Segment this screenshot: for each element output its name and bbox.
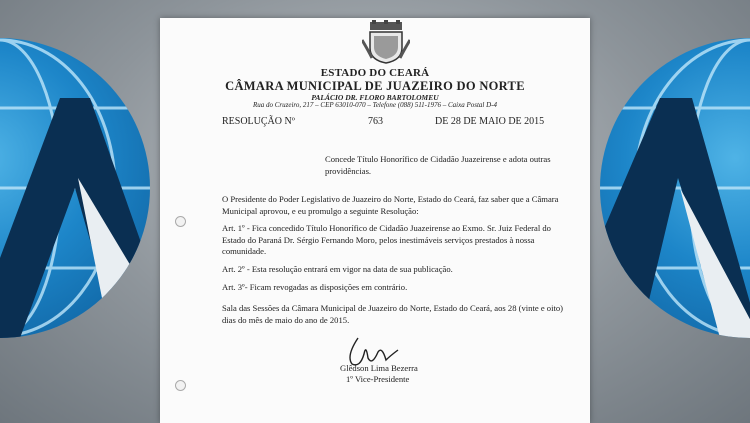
signer-name: Glêdson Lima Bezerra	[340, 363, 418, 373]
closing-paragraph: Sala das Sessões da Câmara Municipal de Juazeiro do Norte, Estado do Ceará, aos 28 (vinte e oito) dias do mês de maio do ano de 2015.	[222, 303, 564, 325]
intro-paragraph: O Presidente do Poder Legislativo de Juazeiro do Norte, Estado do Ceará, faz saber que a Câmara Municipal aprovou, e eu promulgo a seguinte Resolução:	[222, 194, 559, 216]
resolution-document	[160, 18, 590, 423]
article-3: Art. 3º- Ficam revogadas as disposições em contrário.	[222, 282, 408, 292]
globe-logo-icon	[600, 38, 750, 338]
article-1: Art. 1º - Fica concedido Título Honorífico de Cidadão Juazeirense ao Exmo. Sr. Juiz Federal do Estado do Paraná Dr. Sérgio Fernando Moro, pelos inestimáveis serviços prestados à nossa comunidade.	[222, 223, 551, 256]
palace-subheading: PALÁCIO DR. FLORO BARTOLOMEU	[311, 93, 439, 102]
globe-logo-right	[600, 38, 750, 338]
globe-logo-left	[0, 38, 150, 338]
state-heading: ESTADO DO CEARÁ	[320, 67, 430, 79]
municipal-coat-of-arms-icon	[362, 20, 410, 64]
signer-role: 1º Vice-Presidente	[346, 374, 410, 384]
article-2: Art. 2º - Esta resolução entrará em vigor na data de sua publicação.	[222, 264, 453, 274]
punch-hole	[175, 216, 186, 227]
resolution-label: RESOLUÇÃO Nº	[222, 116, 295, 127]
punch-hole	[175, 380, 186, 391]
resolution-number: 763	[368, 116, 383, 127]
globe-logo-icon	[0, 38, 150, 338]
address-line: Rua do Cruzeiro, 217 – CEP 63010-070 – Telefone (088) 511-1976 – Caixa Postal D-4	[252, 101, 497, 109]
resolution-date: DE 28 DE MAIO DE 2015	[435, 116, 545, 127]
resolution-summary: Concede Título Honorífico de Cidadão Juazeirense e adota outras providências.	[325, 154, 551, 176]
chamber-heading: CÂMARA MUNICIPAL DE JUAZEIRO DO NORTE	[225, 79, 525, 93]
